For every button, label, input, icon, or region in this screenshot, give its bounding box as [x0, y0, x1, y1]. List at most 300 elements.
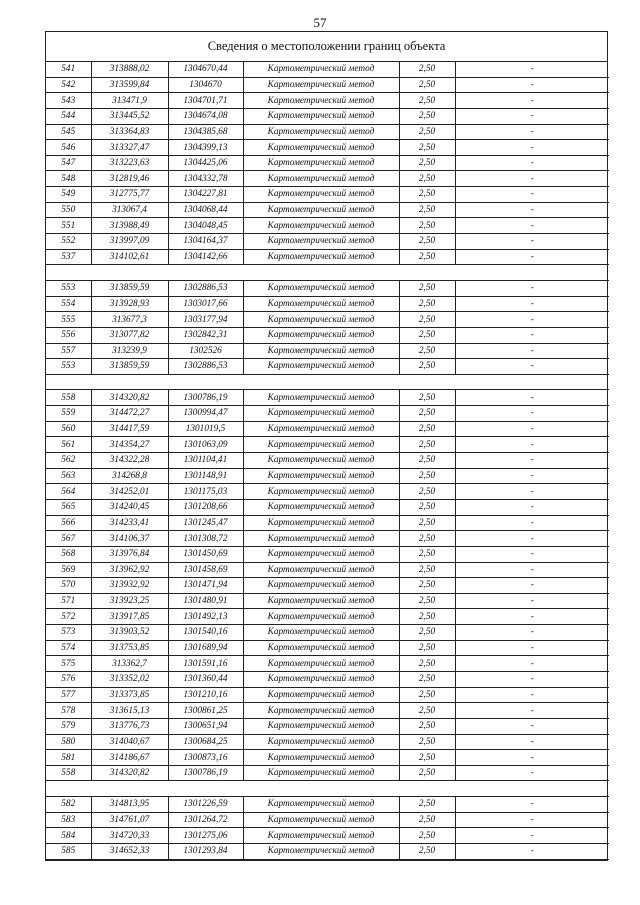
- accuracy-cell: 2,50: [399, 234, 455, 250]
- table-row: [46, 484, 609, 500]
- table-row: [46, 703, 609, 719]
- table-row: [46, 687, 609, 703]
- coord-y-cell: 1304385,68: [168, 124, 243, 140]
- note-cell: -: [455, 359, 609, 375]
- note-cell: -: [455, 108, 609, 124]
- coord-x-cell: 314472,27: [91, 406, 168, 422]
- method-cell: Картометрический метод: [243, 828, 399, 844]
- method-cell: Картометрический метод: [243, 484, 399, 500]
- coord-x-cell: 314652,33: [91, 844, 168, 860]
- coord-y-cell: 1303017,66: [168, 296, 243, 312]
- coord-x-cell: 314720,33: [91, 828, 168, 844]
- table-row: [46, 750, 609, 766]
- method-cell: Картометрический метод: [243, 499, 399, 515]
- coord-y-cell: 1300651,94: [168, 718, 243, 734]
- table-row: [46, 359, 609, 375]
- note-cell: -: [455, 734, 609, 750]
- accuracy-cell: 2,50: [399, 531, 455, 547]
- accuracy-cell: 2,50: [399, 155, 455, 171]
- method-cell: Картометрический метод: [243, 812, 399, 828]
- coord-y-cell: 1301360,44: [168, 671, 243, 687]
- accuracy-cell: 2,50: [399, 406, 455, 422]
- point-number-cell: 561: [46, 437, 91, 453]
- accuracy-cell: 2,50: [399, 797, 455, 813]
- coord-x-cell: 313903,52: [91, 625, 168, 641]
- accuracy-cell: 2,50: [399, 77, 455, 93]
- coord-y-cell: 1304164,37: [168, 234, 243, 250]
- point-number-cell: 580: [46, 734, 91, 750]
- table-row: [46, 390, 609, 406]
- table-title: Сведения о местоположении границ объекта: [46, 32, 607, 62]
- accuracy-cell: 2,50: [399, 62, 455, 77]
- coord-x-cell: 314813,95: [91, 797, 168, 813]
- point-number-cell: 554: [46, 296, 91, 312]
- note-cell: -: [455, 844, 609, 860]
- note-cell: -: [455, 656, 609, 672]
- note-cell: -: [455, 718, 609, 734]
- table-row: [46, 218, 609, 234]
- point-number-cell: 548: [46, 171, 91, 187]
- note-cell: -: [455, 140, 609, 156]
- coord-x-cell: 313859,59: [91, 359, 168, 375]
- coord-x-cell: 314354,27: [91, 437, 168, 453]
- method-cell: Картометрический метод: [243, 844, 399, 860]
- coord-x-cell: 314240,45: [91, 499, 168, 515]
- table-row: [46, 140, 609, 156]
- note-cell: -: [455, 327, 609, 343]
- note-cell: -: [455, 625, 609, 641]
- note-cell: -: [455, 312, 609, 328]
- coord-x-cell: 313677,3: [91, 312, 168, 328]
- table-row: [46, 765, 609, 781]
- accuracy-cell: 2,50: [399, 421, 455, 437]
- coord-y-cell: 1301492,13: [168, 609, 243, 625]
- method-cell: Картометрический метод: [243, 359, 399, 375]
- accuracy-cell: 2,50: [399, 437, 455, 453]
- coord-y-cell: 1301540,16: [168, 625, 243, 641]
- accuracy-cell: 2,50: [399, 687, 455, 703]
- method-cell: Картометрический метод: [243, 671, 399, 687]
- table-row: [46, 155, 609, 171]
- table-row: [46, 718, 609, 734]
- coord-y-cell: 1300873,16: [168, 750, 243, 766]
- note-cell: -: [455, 437, 609, 453]
- method-cell: Картометрический метод: [243, 734, 399, 750]
- coord-y-cell: 1303177,94: [168, 312, 243, 328]
- note-cell: -: [455, 187, 609, 203]
- method-cell: Картометрический метод: [243, 62, 399, 77]
- method-cell: Картометрический метод: [243, 468, 399, 484]
- table-row: [46, 93, 609, 109]
- coord-y-cell: 1304670: [168, 77, 243, 93]
- table-row: [46, 578, 609, 594]
- coord-x-cell: 313373,85: [91, 687, 168, 703]
- coord-x-cell: 313067,4: [91, 202, 168, 218]
- coord-y-cell: 1300994,47: [168, 406, 243, 422]
- table-row: [46, 625, 609, 641]
- coord-x-cell: 313362,7: [91, 656, 168, 672]
- accuracy-cell: 2,50: [399, 202, 455, 218]
- accuracy-cell: 2,50: [399, 671, 455, 687]
- table-row: [46, 202, 609, 218]
- point-number-cell: 582: [46, 797, 91, 813]
- coord-y-cell: 1301458,69: [168, 562, 243, 578]
- accuracy-cell: 2,50: [399, 656, 455, 672]
- coord-x-cell: 313976,84: [91, 546, 168, 562]
- point-number-cell: 581: [46, 750, 91, 766]
- note-cell: -: [455, 155, 609, 171]
- table-row: [46, 656, 609, 672]
- coord-x-cell: 313917,85: [91, 609, 168, 625]
- coord-y-cell: 1301210,16: [168, 687, 243, 703]
- coord-x-cell: 314252,01: [91, 484, 168, 500]
- point-number-cell: 583: [46, 812, 91, 828]
- coord-y-cell: 1301245,47: [168, 515, 243, 531]
- coord-x-cell: 313077,82: [91, 327, 168, 343]
- table-row: [46, 546, 609, 562]
- note-cell: -: [455, 609, 609, 625]
- method-cell: Картометрический метод: [243, 296, 399, 312]
- table-row: [46, 249, 609, 265]
- point-number-cell: 542: [46, 77, 91, 93]
- coord-x-cell: 314417,59: [91, 421, 168, 437]
- table-row: [46, 640, 609, 656]
- accuracy-cell: 2,50: [399, 296, 455, 312]
- point-number-cell: 564: [46, 484, 91, 500]
- coord-x-cell: 314320,82: [91, 765, 168, 781]
- note-cell: -: [455, 421, 609, 437]
- point-number-cell: 578: [46, 703, 91, 719]
- point-number-cell: 569: [46, 562, 91, 578]
- note-cell: -: [455, 562, 609, 578]
- coord-y-cell: 1301063,09: [168, 437, 243, 453]
- note-cell: -: [455, 171, 609, 187]
- note-cell: -: [455, 93, 609, 109]
- accuracy-cell: 2,50: [399, 546, 455, 562]
- accuracy-cell: 2,50: [399, 640, 455, 656]
- accuracy-cell: 2,50: [399, 390, 455, 406]
- coord-x-cell: 313364,83: [91, 124, 168, 140]
- method-cell: Картометрический метод: [243, 108, 399, 124]
- coord-y-cell: 1302886,53: [168, 359, 243, 375]
- coord-x-cell: 314322,28: [91, 453, 168, 469]
- note-cell: -: [455, 499, 609, 515]
- point-number-cell: 584: [46, 828, 91, 844]
- table-row: [46, 844, 609, 860]
- coord-x-cell: 314106,37: [91, 531, 168, 547]
- note-cell: -: [455, 671, 609, 687]
- accuracy-cell: 2,50: [399, 249, 455, 265]
- method-cell: Картометрический метод: [243, 343, 399, 359]
- point-number-cell: 568: [46, 546, 91, 562]
- accuracy-cell: 2,50: [399, 718, 455, 734]
- accuracy-cell: 2,50: [399, 280, 455, 296]
- accuracy-cell: 2,50: [399, 93, 455, 109]
- coord-y-cell: 1304068,44: [168, 202, 243, 218]
- method-cell: Картометрический метод: [243, 93, 399, 109]
- point-number-cell: 560: [46, 421, 91, 437]
- coord-y-cell: 1301689,94: [168, 640, 243, 656]
- coord-y-cell: 1302842,31: [168, 327, 243, 343]
- table-row: [46, 499, 609, 515]
- contour-separator-row: [46, 265, 609, 281]
- coord-x-cell: 313859,59: [91, 280, 168, 296]
- coord-y-cell: 1301591,16: [168, 656, 243, 672]
- coord-x-cell: 313223,63: [91, 155, 168, 171]
- point-number-cell: 545: [46, 124, 91, 140]
- coord-y-cell: 1300786,19: [168, 765, 243, 781]
- table-row: [46, 296, 609, 312]
- coord-x-cell: 313327,47: [91, 140, 168, 156]
- method-cell: Картометрический метод: [243, 390, 399, 406]
- table-row: [46, 593, 609, 609]
- table-row: [46, 515, 609, 531]
- method-cell: Картометрический метод: [243, 280, 399, 296]
- table-row: [46, 77, 609, 93]
- coord-x-cell: 313923,25: [91, 593, 168, 609]
- method-cell: Картометрический метод: [243, 765, 399, 781]
- separator-cell: [46, 781, 609, 797]
- point-number-cell: 544: [46, 108, 91, 124]
- coord-y-cell: 1301019,5: [168, 421, 243, 437]
- table-row: [46, 406, 609, 422]
- coord-y-cell: 1304670,44: [168, 62, 243, 77]
- coord-y-cell: 1302886,53: [168, 280, 243, 296]
- coord-x-cell: 313962,92: [91, 562, 168, 578]
- coord-y-cell: 1301450,69: [168, 546, 243, 562]
- method-cell: Картометрический метод: [243, 249, 399, 265]
- accuracy-cell: 2,50: [399, 578, 455, 594]
- point-number-cell: 565: [46, 499, 91, 515]
- coord-x-cell: 313445,52: [91, 108, 168, 124]
- method-cell: Картометрический метод: [243, 140, 399, 156]
- method-cell: Картометрический метод: [243, 640, 399, 656]
- method-cell: Картометрический метод: [243, 546, 399, 562]
- coordinates-table-container: [45, 31, 608, 861]
- method-cell: Картометрический метод: [243, 171, 399, 187]
- accuracy-cell: 2,50: [399, 218, 455, 234]
- table-row: [46, 562, 609, 578]
- table-row: [46, 234, 609, 250]
- accuracy-cell: 2,50: [399, 609, 455, 625]
- coord-y-cell: 1304332,78: [168, 171, 243, 187]
- coord-x-cell: 313997,09: [91, 234, 168, 250]
- coord-y-cell: 1304701,71: [168, 93, 243, 109]
- table-row: [46, 421, 609, 437]
- table-row: [46, 797, 609, 813]
- point-number-cell: 567: [46, 531, 91, 547]
- method-cell: Картометрический метод: [243, 625, 399, 641]
- method-cell: Картометрический метод: [243, 515, 399, 531]
- coord-x-cell: 313615,13: [91, 703, 168, 719]
- accuracy-cell: 2,50: [399, 812, 455, 828]
- contour-separator-row: [46, 781, 609, 797]
- note-cell: -: [455, 484, 609, 500]
- note-cell: -: [455, 593, 609, 609]
- point-number-cell: 571: [46, 593, 91, 609]
- table-row: [46, 62, 609, 77]
- accuracy-cell: 2,50: [399, 453, 455, 469]
- note-cell: -: [455, 77, 609, 93]
- point-number-cell: 551: [46, 218, 91, 234]
- accuracy-cell: 2,50: [399, 703, 455, 719]
- note-cell: -: [455, 515, 609, 531]
- table-row: [46, 468, 609, 484]
- accuracy-cell: 2,50: [399, 765, 455, 781]
- note-cell: -: [455, 687, 609, 703]
- point-number-cell: 547: [46, 155, 91, 171]
- coord-y-cell: 1301104,41: [168, 453, 243, 469]
- accuracy-cell: 2,50: [399, 108, 455, 124]
- accuracy-cell: 2,50: [399, 593, 455, 609]
- table-row: [46, 453, 609, 469]
- table-row: [46, 327, 609, 343]
- method-cell: Картометрический метод: [243, 609, 399, 625]
- coord-y-cell: 1301471,94: [168, 578, 243, 594]
- note-cell: -: [455, 343, 609, 359]
- coord-x-cell: 314186,67: [91, 750, 168, 766]
- point-number-cell: 557: [46, 343, 91, 359]
- method-cell: Картометрический метод: [243, 312, 399, 328]
- point-number-cell: 562: [46, 453, 91, 469]
- table-row: [46, 312, 609, 328]
- table-row: [46, 437, 609, 453]
- table-row: [46, 108, 609, 124]
- note-cell: -: [455, 703, 609, 719]
- point-number-cell: 566: [46, 515, 91, 531]
- method-cell: Картометрический метод: [243, 718, 399, 734]
- coord-y-cell: 1301293,84: [168, 844, 243, 860]
- method-cell: Картометрический метод: [243, 703, 399, 719]
- coord-x-cell: 313928,93: [91, 296, 168, 312]
- method-cell: Картометрический метод: [243, 77, 399, 93]
- method-cell: Картометрический метод: [243, 531, 399, 547]
- coord-y-cell: 1301275,06: [168, 828, 243, 844]
- accuracy-cell: 2,50: [399, 562, 455, 578]
- point-number-cell: 543: [46, 93, 91, 109]
- accuracy-cell: 2,50: [399, 359, 455, 375]
- point-number-cell: 555: [46, 312, 91, 328]
- table-row: [46, 609, 609, 625]
- note-cell: -: [455, 406, 609, 422]
- table-row: [46, 671, 609, 687]
- coord-y-cell: 1301480,91: [168, 593, 243, 609]
- method-cell: Картометрический метод: [243, 437, 399, 453]
- table-row: [46, 343, 609, 359]
- coord-x-cell: 313753,85: [91, 640, 168, 656]
- note-cell: -: [455, 202, 609, 218]
- point-number-cell: 556: [46, 327, 91, 343]
- accuracy-cell: 2,50: [399, 499, 455, 515]
- method-cell: Картометрический метод: [243, 218, 399, 234]
- method-cell: Картометрический метод: [243, 656, 399, 672]
- point-number-cell: 579: [46, 718, 91, 734]
- point-number-cell: 549: [46, 187, 91, 203]
- method-cell: Картометрический метод: [243, 750, 399, 766]
- method-cell: Картометрический метод: [243, 155, 399, 171]
- table-row: [46, 124, 609, 140]
- accuracy-cell: 2,50: [399, 515, 455, 531]
- method-cell: Картометрический метод: [243, 578, 399, 594]
- coord-x-cell: 313988,49: [91, 218, 168, 234]
- point-number-cell: 574: [46, 640, 91, 656]
- note-cell: -: [455, 453, 609, 469]
- accuracy-cell: 2,50: [399, 625, 455, 641]
- coord-x-cell: 313888,02: [91, 62, 168, 77]
- point-number-cell: 573: [46, 625, 91, 641]
- note-cell: -: [455, 828, 609, 844]
- coord-x-cell: 313352,02: [91, 671, 168, 687]
- note-cell: -: [455, 546, 609, 562]
- coord-x-cell: 314233,41: [91, 515, 168, 531]
- method-cell: Картометрический метод: [243, 202, 399, 218]
- point-number-cell: 585: [46, 844, 91, 860]
- note-cell: -: [455, 218, 609, 234]
- accuracy-cell: 2,50: [399, 187, 455, 203]
- method-cell: Картометрический метод: [243, 124, 399, 140]
- page-number: 57: [313, 15, 327, 30]
- coord-y-cell: 1304048,45: [168, 218, 243, 234]
- separator-cell: [46, 265, 609, 281]
- accuracy-cell: 2,50: [399, 343, 455, 359]
- coord-x-cell: 312819,46: [91, 171, 168, 187]
- method-cell: Картометрический метод: [243, 234, 399, 250]
- method-cell: Картометрический метод: [243, 687, 399, 703]
- note-cell: -: [455, 468, 609, 484]
- note-cell: -: [455, 124, 609, 140]
- note-cell: -: [455, 280, 609, 296]
- contour-separator-row: [46, 374, 609, 390]
- method-cell: Картометрический метод: [243, 453, 399, 469]
- coord-y-cell: 1301175,03: [168, 484, 243, 500]
- accuracy-cell: 2,50: [399, 828, 455, 844]
- method-cell: Картометрический метод: [243, 421, 399, 437]
- point-number-cell: 572: [46, 609, 91, 625]
- table-row: [46, 171, 609, 187]
- point-number-cell: 575: [46, 656, 91, 672]
- coord-x-cell: 313471,9: [91, 93, 168, 109]
- coord-y-cell: 1304674,08: [168, 108, 243, 124]
- point-number-cell: 552: [46, 234, 91, 250]
- coord-x-cell: 314320,82: [91, 390, 168, 406]
- method-cell: Картометрический метод: [243, 593, 399, 609]
- note-cell: -: [455, 797, 609, 813]
- table-row: [46, 734, 609, 750]
- accuracy-cell: 2,50: [399, 750, 455, 766]
- coord-y-cell: 1301308,72: [168, 531, 243, 547]
- coord-x-cell: 314761,07: [91, 812, 168, 828]
- point-number-cell: 541: [46, 62, 91, 77]
- point-number-cell: 559: [46, 406, 91, 422]
- point-number-cell: 563: [46, 468, 91, 484]
- coord-x-cell: 313932,92: [91, 578, 168, 594]
- accuracy-cell: 2,50: [399, 140, 455, 156]
- coord-y-cell: 1302526: [168, 343, 243, 359]
- separator-cell: [46, 374, 609, 390]
- accuracy-cell: 2,50: [399, 484, 455, 500]
- accuracy-cell: 2,50: [399, 171, 455, 187]
- table-row: [46, 280, 609, 296]
- point-number-cell: 537: [46, 249, 91, 265]
- coord-x-cell: 312775,77: [91, 187, 168, 203]
- note-cell: -: [455, 578, 609, 594]
- coord-y-cell: 1301148,91: [168, 468, 243, 484]
- coord-y-cell: 1301208,66: [168, 499, 243, 515]
- note-cell: -: [455, 812, 609, 828]
- accuracy-cell: 2,50: [399, 327, 455, 343]
- coord-x-cell: 313776,73: [91, 718, 168, 734]
- coord-x-cell: 314102,61: [91, 249, 168, 265]
